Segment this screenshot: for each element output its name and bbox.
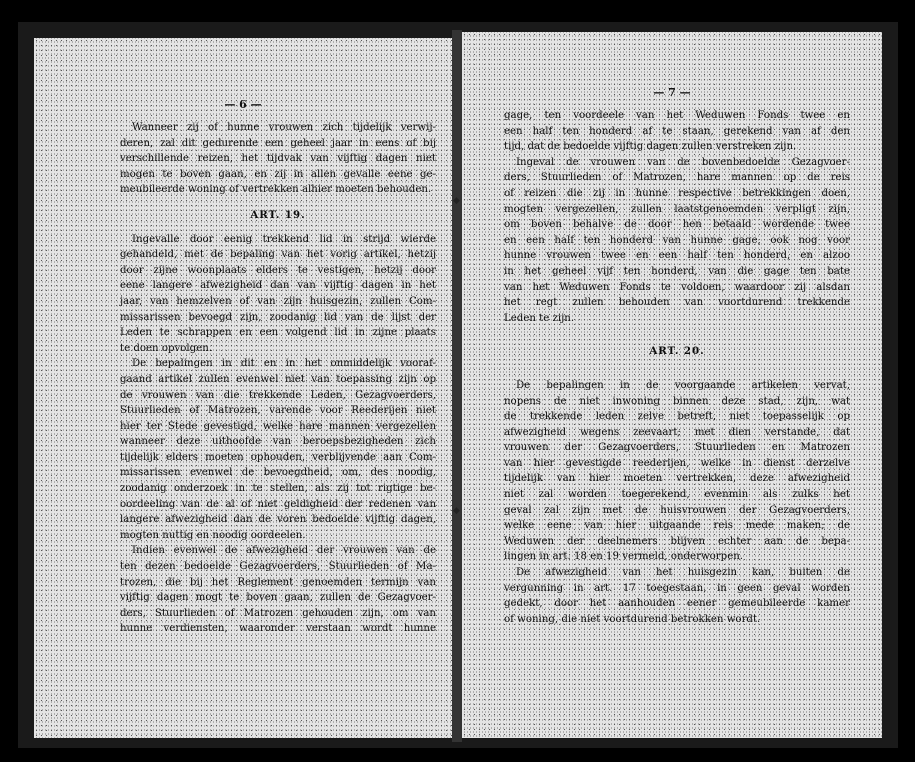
text-line: welke eene van hier uitgaande reis mede maken; de: [504, 520, 850, 532]
paragraph: [504, 155, 850, 327]
text-line: meubileerde woning of vertrekken alhier moeten behouden.: [120, 184, 432, 196]
text-line: ders, Stuurlieden of Matrozen gehouden zijn, om van: [120, 607, 436, 619]
text-line: in het geheel vijf ten honderd, van die gage ten bate: [504, 265, 850, 277]
text-line: tijd, dat de bedoelde vijftig dagen zullen verstreken zijn.: [504, 141, 797, 153]
text-line: hier ter Stede gevestigd, welke hare mannen vergezellen: [120, 420, 436, 432]
left-page: [34, 38, 452, 738]
text-line: tijdelijk van hier moeten vertrekken, deze afwezigheid: [504, 473, 850, 485]
text-line: Stuurlieden of Matrozen, varende voor Reederijen niet: [120, 405, 436, 417]
text-line: tijdelijk elders moeten ophouden, verblijvende aan Com-: [120, 451, 436, 463]
text-line: vijftig dagen mogt te boven gaan, zullen de Gezagvoer-: [120, 592, 436, 604]
paragraph: [120, 232, 436, 357]
text-line: of woning, die niet voortdurend betrokken wordt.: [504, 613, 761, 625]
text-line: De bepalingen in de voorgaande artikelen vervat,: [516, 379, 850, 391]
text-line: Indien evenwel de afwezigheid der vrouwen van de: [132, 545, 436, 557]
page-number: — 7 —: [653, 86, 691, 99]
binding-mark-icon: ◆: [453, 196, 460, 206]
text-line: niet zal worden toegerekend, evenmin als zulks het: [504, 489, 850, 501]
text-line: Leden te schrappen en een volgend lid in zijne plaats: [120, 327, 436, 339]
paragraph: [504, 565, 850, 627]
text-line: en een half ten honderd van hunne gage, ook nog voor: [504, 234, 850, 246]
text-line: Wanneer zij of hunne vrouwen zich tijdelijk verwij-: [132, 122, 436, 133]
page-number: — 6 —: [224, 98, 262, 111]
left-page-text: [120, 120, 436, 637]
text-line: afwezigheid wegens zeevaart; met dien verstande, dat: [504, 426, 850, 438]
text-line: mogen te boven gaan, en zij in allen gevalle eene ge-: [120, 168, 436, 180]
text-line: vergunning in art. 17 toegestaan, in geen geval worden: [504, 582, 850, 594]
text-line: zoodanig onderzoek in te stellen, als zij tot rigtige be-: [120, 483, 436, 495]
paragraph: [120, 543, 436, 637]
text-line: om boven behalve de door hen betaald wordende twee: [504, 219, 850, 231]
right-page: [462, 32, 882, 738]
text-line: oordeeling van de al of niet geldigheid der redenen van: [120, 498, 436, 510]
text-line: de vrouwen van die trekkende Leden, Gezagvoerders,: [120, 389, 436, 401]
text-line: gehandeld, met de bepaling van het vorig artikel, hetzij: [120, 249, 436, 261]
text-line: geval zal zijn met de huisvrouwen der Gezagvoerders,: [504, 504, 850, 516]
text-line: lingen in art. 18 en 19 vermeld, onderworpen.: [504, 551, 744, 563]
text-line: verschillende reizen, het tijdvak van vijftig dagen niet: [120, 153, 436, 165]
text-line: De afwezigheid van het huisgezin kan, buiten de: [516, 567, 850, 579]
text-line: Ingeval de vrouwen van de bovenbedoelde Gezagvoer-: [516, 156, 850, 168]
text-line: trozen, die bij het Reglement genoemden termijn van: [120, 576, 436, 588]
text-line: ten dezen bedoelde Gezagvoerders, Stuurlieden of Ma-: [120, 561, 436, 573]
text-line: wanneer deze uithoofde van beroepsbezigheden zich: [120, 436, 436, 448]
text-line: mogten vergezellen, zullen laatstgenoemden verpligt zijn,: [504, 203, 850, 215]
text-line: van hier gevestigde reederijen, welke in dienst derzelve: [504, 457, 850, 469]
text-line: te doen opvolgen.: [120, 342, 212, 354]
article-heading: ART. 20.: [649, 345, 705, 358]
text-line: vrouwen der Gezagvoerders, Stuurlieden en Matrozen: [504, 442, 850, 454]
text-line: de trekkende leden zelve betreft, niet toepasselijk op: [504, 411, 850, 423]
text-line: jaar, van hemzelven of van zijn huisgezin, zullen Com-: [120, 295, 436, 307]
text-line: of reizen die zij in hunne respective betrekkingen doen,: [504, 187, 850, 199]
text-line: missarissen evenwel de bevoegdheid, om, des noodig,: [120, 467, 436, 479]
text-line: gaand artikel zullen evenwel niet van toepassing zijn op: [120, 373, 436, 385]
text-line: nopens de niet inwoning binnen deze stad, zijn, wat: [504, 395, 850, 407]
text-line: langere afwezigheid dan de voren bedoelde vijftig dagen,: [120, 514, 436, 526]
paragraph: [504, 378, 850, 565]
book-gutter: [452, 30, 462, 742]
paragraph: [120, 356, 436, 543]
text-line: ders, Stuurlieden of Matrozen, hare mannen op de reis: [504, 172, 850, 184]
text-line: mogten nuttig en noodig oordeelen.: [120, 529, 306, 541]
text-line: Ingevalle door eenig trekkend lid in strijd wierde: [132, 233, 436, 245]
text-line: gage, ten voordeele van het Weduwen Fonds twee en: [504, 110, 850, 121]
text-line: van het Weduwen Fonds te voldoen, waardoor zij alsdan: [504, 281, 850, 293]
text-line: missarissen bevoegd zijn, zoodanig lid van de lijst der: [120, 311, 436, 323]
text-line: Weduwen der deelnemers blijven echter aan de bepa-: [504, 535, 850, 547]
text-line: hunne verdiensten, waaronder verstaan wordt hunne: [120, 623, 436, 635]
text-line: door zijne woonplaats elders te vestigen, hetzij door: [120, 264, 436, 276]
text-line: eene langere afwezigheid dan van vijftig dagen in het: [120, 280, 436, 292]
text-line: een half ten honderd af te staan, gerekend van af den: [504, 125, 850, 137]
text-line: Leden te zijn.: [504, 312, 575, 324]
text-line: het regt zullen behouden van voortdurend trekkende: [504, 297, 850, 309]
text-line: hunne vrouwen twee en een half ten honderd, en alzoo: [504, 250, 850, 262]
text-line: De bepalingen in dit en in het onmiddelijk vooraf-: [132, 358, 436, 370]
text-line: gedekt, door het aanhouden eener gemeubileerde kamer: [504, 598, 850, 610]
paragraph: [120, 120, 436, 198]
article-heading: ART. 19.: [250, 208, 306, 221]
text-line: deren, zal dit gedurende een geheel jaar in eens of bij: [120, 137, 436, 149]
paragraph: [504, 108, 850, 155]
right-page-text: [504, 108, 850, 627]
binding-mark-icon: ◆: [453, 506, 460, 516]
